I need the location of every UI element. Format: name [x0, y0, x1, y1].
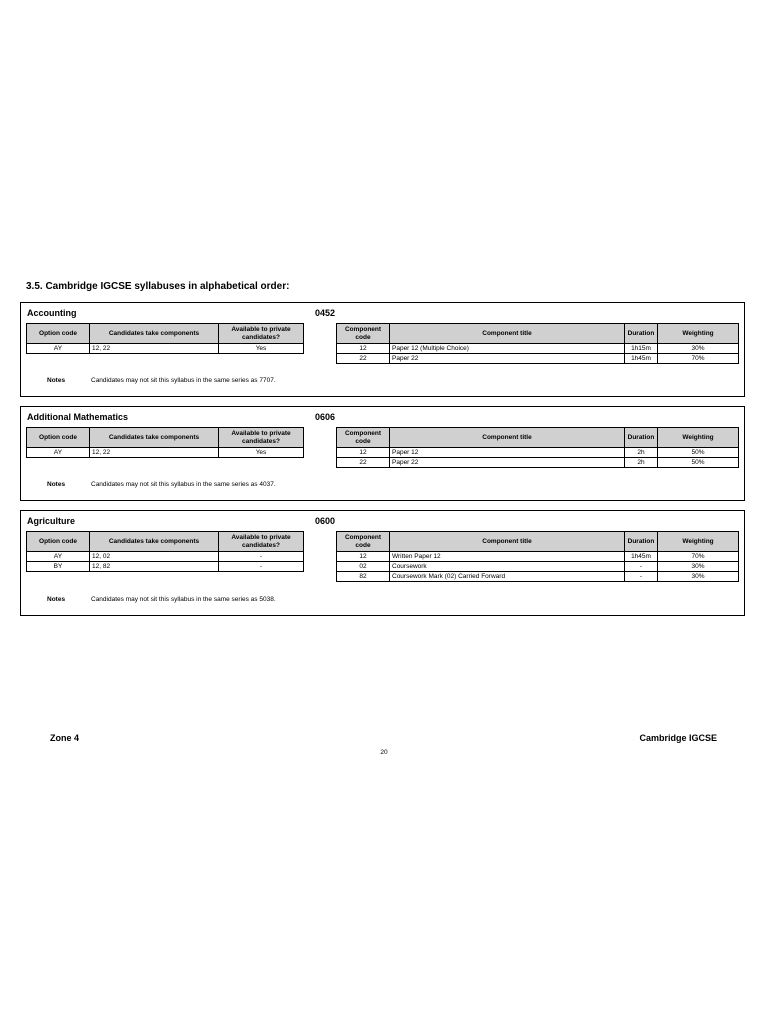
weighting-cell: 70% — [658, 552, 739, 562]
table-row — [27, 344, 304, 354]
syllabus-code: 0600 — [315, 516, 336, 526]
components-cell: 12, 22 — [90, 448, 219, 458]
component-code-cell: 22 — [337, 354, 390, 364]
private-cell: Yes — [219, 448, 304, 458]
component-title-cell: Coursework Mark (02) Carried Forward — [390, 572, 625, 582]
private-cell: - — [219, 562, 304, 572]
table-row — [27, 552, 304, 562]
duration-header: Duration — [625, 324, 658, 344]
private-cell: Yes — [219, 344, 304, 354]
component-title-header: Component title — [390, 324, 625, 344]
option-code-header: Option code — [27, 324, 90, 344]
option-table — [26, 427, 304, 458]
private-cell: - — [219, 552, 304, 562]
option-table — [26, 323, 304, 354]
component-title-header: Component title — [390, 532, 625, 552]
component-code-header: Component code — [337, 324, 390, 344]
weighting-header: Weighting — [658, 428, 739, 448]
subject-name: Additional Mathematics — [27, 412, 129, 422]
private-candidates-header: Available to private candidates? — [219, 428, 304, 448]
component-title-cell: Coursework — [390, 562, 625, 572]
weighting-cell: 30% — [658, 562, 739, 572]
candidates-take-header: Candidates take components — [90, 532, 219, 552]
notes-label: Notes — [47, 481, 66, 488]
component-code-cell: 82 — [337, 572, 390, 582]
notes-text: Candidates may not sit this syllabus in the same series as 4037. — [91, 481, 276, 488]
component-table — [336, 531, 739, 582]
component-code-header: Component code — [337, 532, 390, 552]
table-row — [337, 458, 739, 468]
component-title-cell: Paper 22 — [390, 354, 625, 364]
option-code-cell: AY — [27, 552, 90, 562]
component-title-cell: Paper 12 — [390, 448, 625, 458]
page-number: 20 — [380, 749, 388, 756]
weighting-header: Weighting — [658, 532, 739, 552]
subject-name: Agriculture — [27, 516, 76, 526]
notes — [47, 481, 276, 488]
component-code-header: Component code — [337, 428, 390, 448]
candidates-take-header: Candidates take components — [90, 428, 219, 448]
components-cell: 12, 02 — [90, 552, 219, 562]
notes-label: Notes — [47, 377, 66, 384]
table-row — [27, 448, 304, 458]
component-code-cell: 12 — [337, 344, 390, 354]
subject-name: Accounting — [27, 308, 77, 318]
duration-cell: 1h45m — [625, 354, 658, 364]
table-row — [337, 448, 739, 458]
duration-header: Duration — [625, 428, 658, 448]
weighting-cell: 30% — [658, 572, 739, 582]
duration-cell: 2h — [625, 448, 658, 458]
weighting-cell: 50% — [658, 448, 739, 458]
duration-cell: - — [625, 562, 658, 572]
duration-cell: 2h — [625, 458, 658, 468]
table-row — [337, 344, 739, 354]
component-title-cell: Paper 22 — [390, 458, 625, 468]
duration-cell: - — [625, 572, 658, 582]
table-row — [337, 562, 739, 572]
notes-label: Notes — [47, 596, 66, 603]
notes-text: Candidates may not sit this syllabus in the same series as 7707. — [91, 377, 276, 384]
table-row — [337, 552, 739, 562]
table-row — [337, 354, 739, 364]
table-row — [27, 562, 304, 572]
weighting-header: Weighting — [658, 324, 739, 344]
option-code-cell: BY — [27, 562, 90, 572]
duration-header: Duration — [625, 532, 658, 552]
option-code-cell: AY — [27, 448, 90, 458]
option-code-header: Option code — [27, 532, 90, 552]
component-code-cell: 12 — [337, 448, 390, 458]
components-cell: 12, 82 — [90, 562, 219, 572]
weighting-cell: 50% — [658, 458, 739, 468]
option-table — [26, 531, 304, 572]
syllabus-block-additional-mathematics — [20, 406, 745, 501]
weighting-cell: 70% — [658, 354, 739, 364]
duration-cell: 1h45m — [625, 552, 658, 562]
option-code-cell: AY — [27, 344, 90, 354]
component-code-cell: 22 — [337, 458, 390, 468]
notes — [47, 377, 276, 384]
syllabus-code: 0606 — [315, 412, 336, 422]
private-candidates-header: Available to private candidates? — [219, 324, 304, 344]
component-title-cell: Written Paper 12 — [390, 552, 625, 562]
component-title-header: Component title — [390, 428, 625, 448]
candidates-take-header: Candidates take components — [90, 324, 219, 344]
notes — [47, 596, 276, 603]
component-table — [336, 427, 739, 468]
footer-zone: Zone 4 — [50, 733, 80, 743]
syllabus-block-accounting — [20, 302, 745, 397]
components-cell: 12, 22 — [90, 344, 219, 354]
private-candidates-header: Available to private candidates? — [219, 532, 304, 552]
table-row — [337, 572, 739, 582]
weighting-cell: 30% — [658, 344, 739, 354]
component-code-cell: 12 — [337, 552, 390, 562]
option-code-header: Option code — [27, 428, 90, 448]
component-title-cell: Paper 12 (Multiple Choice) — [390, 344, 625, 354]
syllabus-block-agriculture — [20, 510, 745, 616]
section-heading: 3.5. Cambridge IGCSE syllabuses in alphabetical order: — [26, 281, 290, 292]
footer-title: Cambridge IGCSE — [639, 733, 717, 743]
component-table — [336, 323, 739, 364]
notes-text: Candidates may not sit this syllabus in the same series as 5038. — [91, 596, 276, 603]
component-code-cell: 02 — [337, 562, 390, 572]
syllabus-code: 0452 — [315, 308, 336, 318]
duration-cell: 1h15m — [625, 344, 658, 354]
